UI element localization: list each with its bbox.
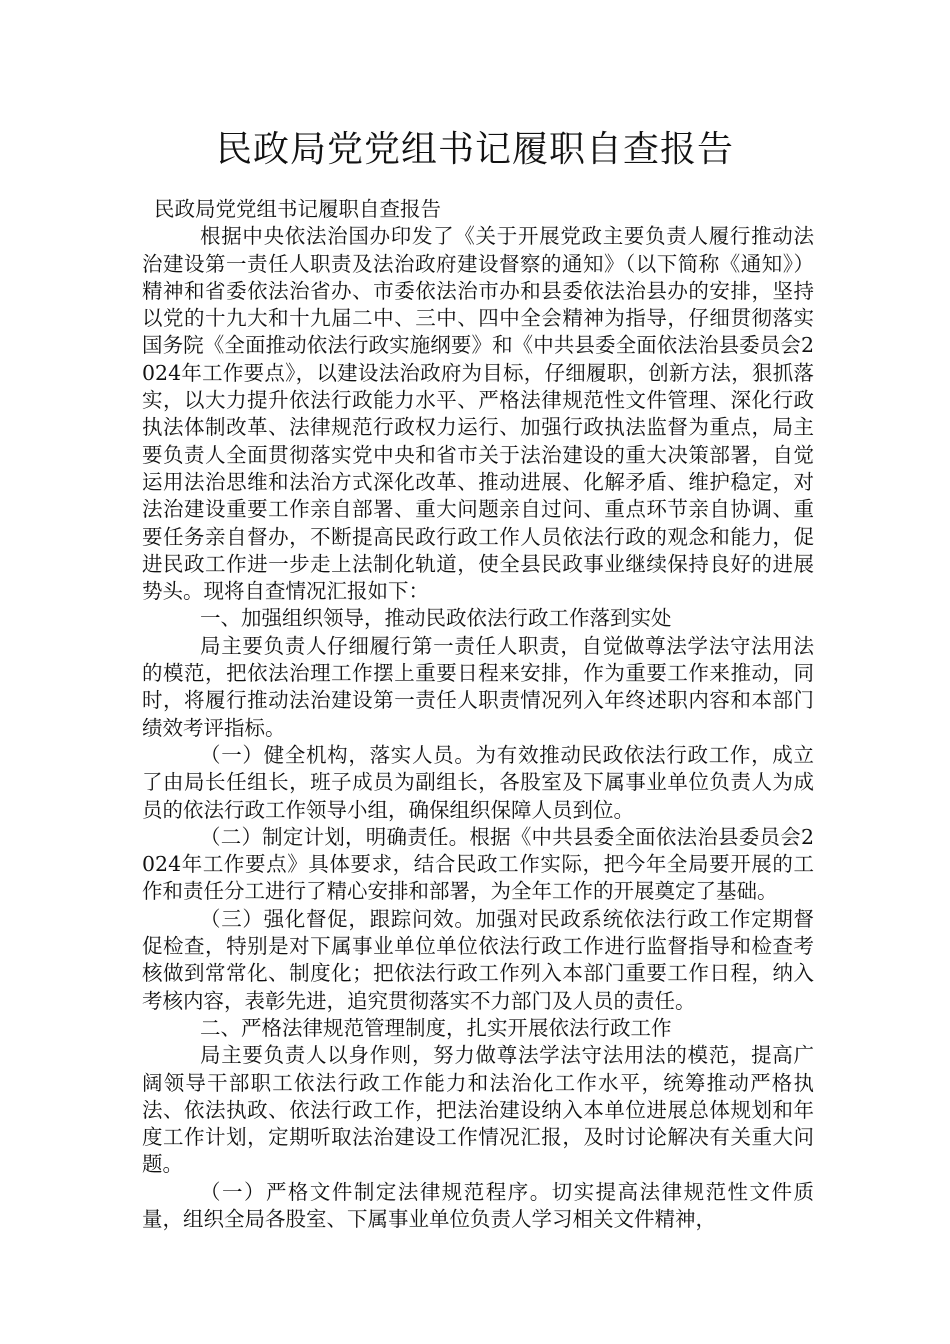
body-paragraph: （一）健全机构，落实人员。为有效推动民政依法行政工作，成立了由局长任组长，班子成员为副组长，各股室及下属事业单位负责人为成员的依法行政工作领导小组，确保组织保障人员到位。 — [142, 742, 814, 822]
body-paragraph: 局主要负责人以身作则，努力做尊法学法守法用法的模范，提高广阔领导干部职工依法行政工作能力和法治化工作水平，统筹推动严格执法、依法执政、依法行政工作，把法治建设纳入本单位进展总体规划和年度工作计划，定期听取法治建设工作情况汇报，及时讨论解决有关重大问题。 — [142, 1043, 814, 1177]
body-paragraph: （三）强化督促，跟踪问效。加强对民政系统依法行政工作定期督促检查，特别是对下属事业单位单位依法行政工作进行监督指导和检查考核做到常常化、制度化；把依法行政工作列入本部门重要工作日程，纳入考核内容，表彰先进，追究贯彻落实不力部门及人员的责任。 — [142, 906, 814, 1013]
section-heading-2: 二、严格法律规范管理制度，扎实开展依法行政工作 — [200, 1015, 672, 1040]
body-paragraph: （一）严格文件制定法律规范程序。切实提高法律规范性文件质量，组织全局各股室、下属事业单位负责人学习相关文件精神， — [142, 1179, 814, 1231]
intro-paragraph: 根据中央依法治国办印发了《关于开展党政主要负责人履行推动法治建设第一责任人职责及法治政府建设督察的通知》（以下简称《通知》）精神和省委依法治省办、市委依法治市办和县委依法治县办的安排，坚持以党的十九大和十九届二中、三中、四中全会精神为指导，仔细贯彻落实国务院《全面推动依法行政实施纲要》和《中共县委全面依法治县委员会2024年工作要点》，以建设法治政府为目标，仔细履职，创新方法，狠抓落实，以大力提升依法行政能力水平、严格法律规范性文件管理、深化行政执法体制改革、法律规范行政权力运行、加强行政执法监督为重点，局主要负责人全面贯彻落实党中央和省市关于法治建设的重大决策部署，自觉运用法治思维和法治方式深化改革、推动进展、化解矛盾、维护稳定，对法治建设重要工作亲自部署、重大问题亲自过问、重点环节亲自协调、重要任务亲自督办，不断提高民政行政工作人员依法行政的观念和能力，促进民政工作进一步走上法制化轨道，使全县民政事业继续保持良好的进展势头。现将自查情况汇报如下： — [142, 224, 814, 604]
section-heading-1: 一、加强组织领导，推动民政依法行政工作落到实处 — [200, 606, 672, 631]
body-paragraph: （二）制定计划，明确责任。根据《中共县委全面依法治县委员会2024年工作要点》具体要求，结合民政工作实际，把今年全局要开展的工作和责任分工进行了精心安排和部署，为全年工作的开展奠定了基础。 — [142, 824, 814, 904]
document-body — [142, 196, 814, 1233]
body-paragraph: 局主要负责人仔细履行第一责任人职责，自觉做尊法学法守法用法的模范，把依法治理工作摆上重要日程来安排，作为重要工作来推动，同时，将履行推动法治建设第一责任人职责情况列入年终述职内容和本部门绩效考评指标。 — [142, 633, 814, 740]
subtitle-paragraph: 民政局党党组书记履职自查报告 — [154, 197, 441, 221]
document-title: 民政局党党组书记履职自查报告 — [215, 129, 734, 170]
